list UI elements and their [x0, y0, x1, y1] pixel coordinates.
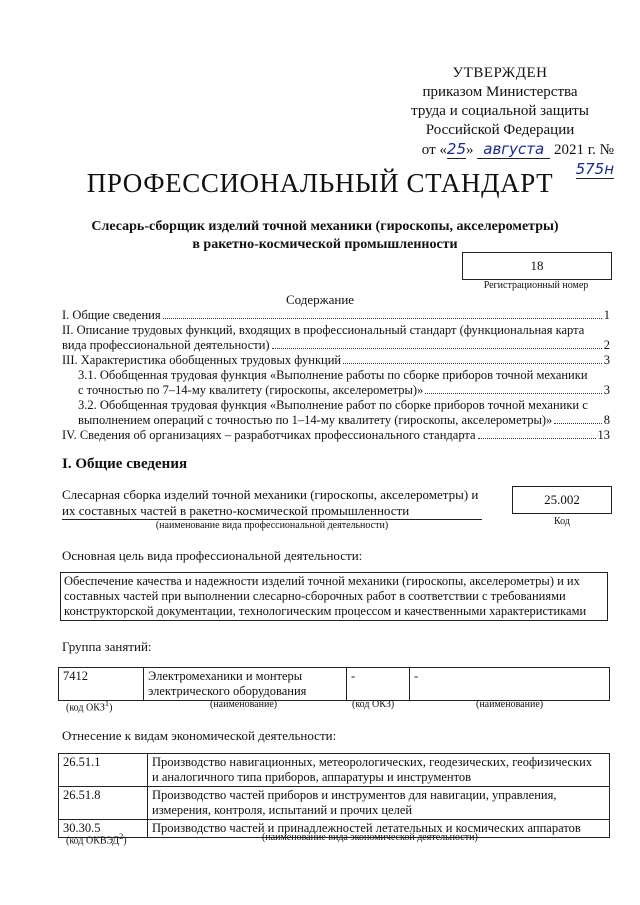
group-label: Группа занятий: — [62, 639, 152, 654]
toc-leader — [554, 423, 601, 424]
activity-line-1: Слесарная сборка изделий точной механики (гироскопы, акселерометры) и — [62, 487, 479, 502]
approval-day: 25 — [446, 140, 466, 158]
toc-item-text: III. Характеристика обобщенных трудовых функций — [62, 353, 342, 367]
toc-item-page: 8 — [603, 413, 610, 427]
goal-label: Основная цель вида профессиональной деятельности: — [62, 548, 363, 563]
toc-item-text-cont: выполнением операций с точностью по 1–14-му квалитету (гироскопы, акселерометры)» — [78, 413, 553, 427]
approval-month: августа — [477, 140, 550, 159]
document-title: ПРОФЕССИОНАЛЬНЫЙ СТАНДАРТ — [86, 168, 554, 198]
approval-quote-open: « — [439, 142, 447, 158]
approval-from: от — [421, 142, 436, 158]
toc-leader — [272, 348, 602, 349]
toc-leader — [343, 363, 602, 364]
toc-item-page: 1 — [603, 308, 610, 322]
goal-box — [60, 572, 608, 621]
toc-item-text: IV. Сведения об организациях – разработчиках профессионального стандарта — [62, 428, 476, 442]
goal-line-3: конструкторской документации, технологическим процессом и качественными характеристиками — [64, 604, 587, 618]
toc-item[interactable] — [62, 368, 610, 398]
okved-table — [58, 753, 610, 838]
okved-name — [148, 754, 610, 787]
toc-item-text: I. Общие сведения — [62, 308, 161, 322]
okved-name-line-2: и аналогичного типа приборов, аппаратуры и инструментов — [152, 770, 472, 784]
approval-number: 575н — [575, 160, 614, 178]
group-name-1 — [144, 668, 347, 701]
subtitle-line-1: Слесарь-сборщик изделий точной механики (гироскопы, акселерометры) — [91, 219, 559, 234]
toc-leader — [425, 393, 601, 394]
table-row — [59, 754, 610, 787]
activity-line-2: их составных частей в ракетно-космической промышленности — [62, 503, 482, 520]
goal-line-2: составных частей при выполнении слесарно-сборочных работ в соответствии с требованиями — [64, 589, 566, 603]
occupation-group-table — [58, 667, 610, 701]
toc-heading: Содержание — [285, 292, 355, 307]
toc-item-text: 3.2. Обобщенная трудовая функция «Выполнение работ по сборке приборов точной механики с — [78, 398, 588, 412]
okved-label: Отнесение к видам экономической деятельности: — [62, 728, 337, 743]
approval-heading: УТВЕРЖДЕН — [452, 65, 548, 81]
registration-number-label: Регистрационный номер — [483, 280, 589, 291]
activity-caption: (наименование вида профессиональной деятельности) — [155, 520, 389, 531]
toc-item[interactable] — [62, 398, 610, 428]
toc-item-text-cont: вида профессиональной деятельности) — [62, 338, 270, 352]
activity-code-label: Код — [554, 516, 570, 527]
caption-okz-name: (наименование) — [210, 699, 278, 710]
group-name-1-line-1: Электромеханики и монтеры — [148, 669, 303, 683]
activity-code-box: 25.002 — [512, 486, 612, 514]
table-row — [59, 787, 610, 820]
okved-code: 26.51.1 — [59, 754, 148, 787]
toc-item-page: 13 — [597, 428, 610, 442]
toc-item-page: 3 — [603, 383, 610, 397]
toc-item-text: 3.1. Обобщенная трудовая функция «Выполнение работы по сборке приборов точной механики — [78, 368, 588, 382]
toc-item[interactable] — [62, 323, 610, 353]
caption-okved-code: (код ОКВЭД$^2$) — [66, 832, 127, 847]
okved-name-line-1: Производство частей приборов и инструментов для навигации, управления, — [152, 788, 557, 802]
toc-item-page: 2 — [603, 338, 610, 352]
subtitle-line-2: в ракетно-космической промышленности — [192, 237, 458, 252]
section-heading: I. Общие сведения — [62, 456, 188, 472]
toc-item-text: II. Описание трудовых функций, входящих в профессиональный стандарт (функциональная карта — [62, 323, 585, 337]
table-of-contents — [62, 308, 610, 443]
toc-item[interactable] — [62, 428, 610, 443]
activity-name — [62, 487, 482, 520]
toc-item-page: 3 — [603, 353, 610, 367]
toc-item[interactable] — [62, 308, 610, 323]
okved-name — [148, 787, 610, 820]
approval-quote-close: » — [466, 142, 474, 158]
okved-name-line-1: Производство навигационных, метеорологических, геодезических, геофизических — [152, 755, 593, 769]
group-code-1: 7412 — [59, 668, 144, 701]
approval-line-3: Российской Федерации — [425, 122, 575, 138]
approval-block — [380, 64, 620, 180]
group-name-1-line-2: электрического оборудования — [148, 684, 307, 698]
group-code-2: - — [347, 668, 410, 701]
toc-leader — [163, 318, 602, 319]
okved-name-line-1: Производство частей и принадлежностей летательных и космических аппаратов — [152, 821, 581, 835]
toc-item-text-cont: с точностью по 7–14-му квалитету (гироскопы, акселерометры)» — [78, 383, 424, 397]
registration-number-box: 18 — [462, 252, 612, 280]
toc-item[interactable] — [62, 353, 610, 368]
caption-okved-name: (наименование вида экономической деятельности) — [262, 832, 478, 843]
approval-year: 2021 г. № — [553, 142, 614, 158]
group-name-2: - — [410, 668, 610, 701]
document-subtitle — [40, 218, 610, 254]
approval-line-2: труда и социальной защиты — [411, 103, 589, 119]
okved-code: 30.30.5 — [59, 820, 148, 838]
toc-leader — [478, 438, 596, 439]
caption-okz-code: (код ОКЗ$^1$) — [66, 699, 113, 714]
caption-okz-code-2: (код ОКЗ) — [352, 699, 395, 710]
okved-name-line-2: измерения, контроля, испытаний и прочих целей — [152, 803, 413, 817]
goal-line-1: Обеспечение качества и надежности изделий точной механики (гироскопы, акселерометры) и их — [64, 574, 580, 588]
caption-okz-name-2: (наименование) — [476, 699, 544, 710]
approval-line-1: приказом Министерства — [422, 84, 578, 100]
table-row — [59, 668, 610, 701]
okved-code: 26.51.8 — [59, 787, 148, 820]
